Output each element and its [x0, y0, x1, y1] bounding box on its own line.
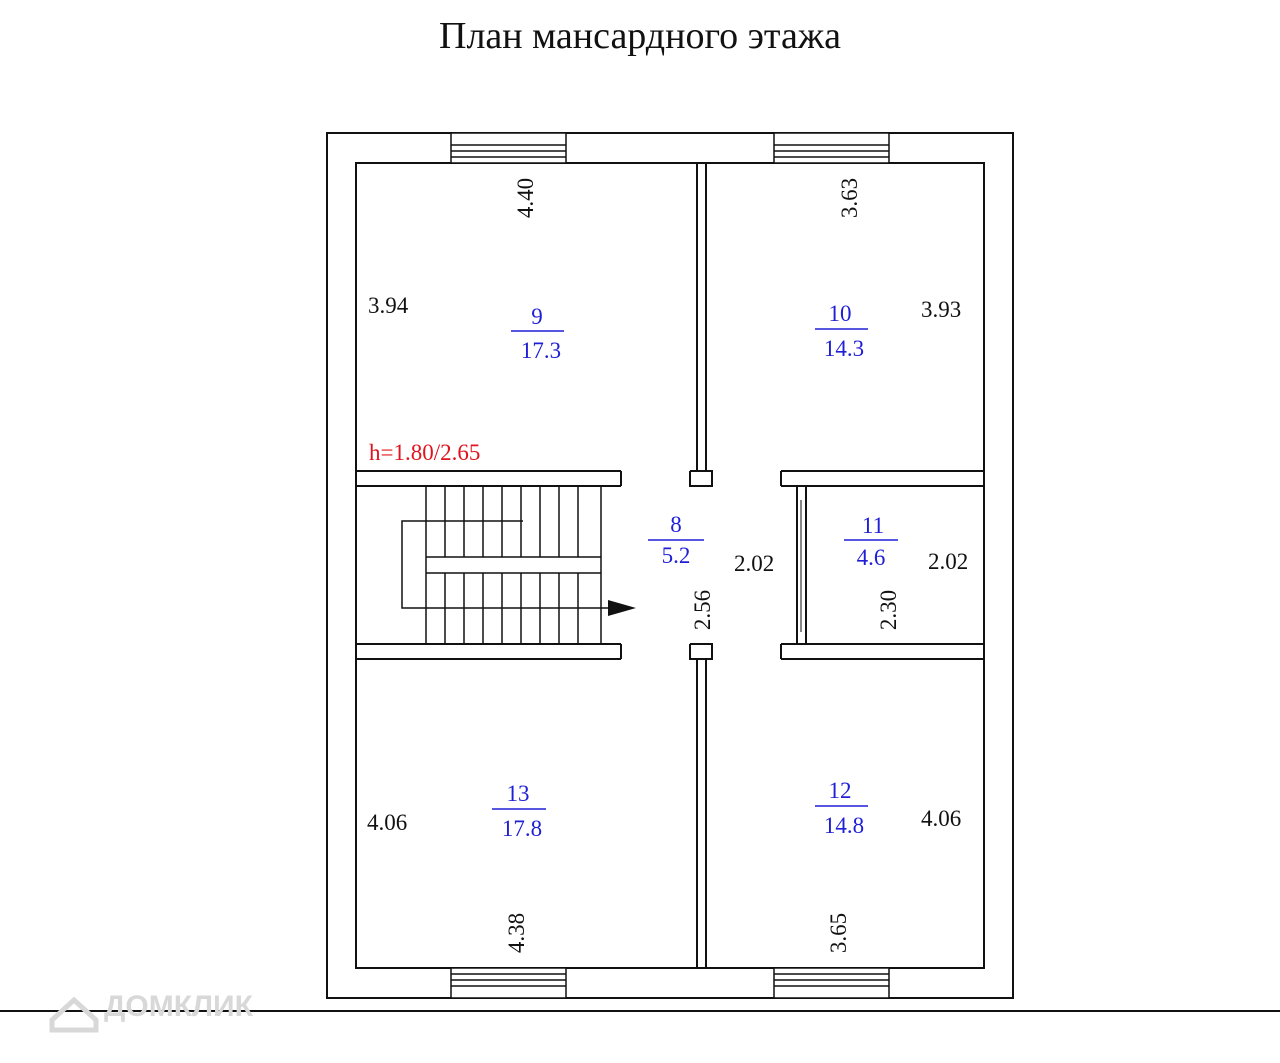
- room-12-area: 14.8: [823, 813, 865, 838]
- room-12-number: 12: [828, 778, 852, 803]
- window-bottom-right: [774, 968, 889, 998]
- house-logo-icon: [52, 1000, 96, 1030]
- window-top-right: [774, 133, 889, 163]
- room-13-number: 13: [506, 781, 530, 806]
- room-10-number: 10: [828, 301, 852, 326]
- dim-room12-right: 4.06: [921, 806, 962, 831]
- dim-room8-bottom: 2.56: [690, 589, 715, 631]
- room-11-number: 11: [861, 513, 885, 538]
- dim-room11-right: 2.02: [928, 549, 969, 574]
- dim-room12-bottom: 3.65: [826, 912, 851, 954]
- room-9-number: 9: [531, 304, 543, 329]
- watermark-text: ДОМКЛИК: [104, 990, 253, 1023]
- room-8-number: 8: [670, 512, 682, 537]
- room-10-area: 14.3: [823, 336, 865, 361]
- dim-room9-left: 3.94: [368, 293, 409, 318]
- stair-direction-arrow: [608, 600, 636, 616]
- watermark: [52, 990, 254, 1030]
- window-top-left: [451, 133, 566, 163]
- dim-room9-top: 4.40: [513, 177, 538, 219]
- room-8-area: 5.2: [661, 543, 691, 568]
- dim-room10-top: 3.63: [837, 177, 862, 219]
- room-label-bars: [492, 329, 898, 809]
- dim-room8-right: 2.02: [734, 551, 775, 576]
- room-13-area: 17.8: [501, 816, 543, 841]
- room-11-area: 4.6: [856, 545, 886, 570]
- dim-room10-right: 3.93: [921, 297, 962, 322]
- dim-room13-bottom: 4.38: [504, 912, 529, 954]
- dim-room13-left: 4.06: [367, 810, 408, 835]
- dim-room11-bottom: 2.30: [876, 589, 901, 631]
- staircase: [402, 486, 610, 644]
- ceiling-height-label: h=1.80/2.65: [369, 440, 481, 465]
- window-bottom-left: [451, 968, 566, 998]
- room-9-area: 17.3: [520, 338, 562, 363]
- plan-title: План мансардного этажа: [439, 15, 841, 57]
